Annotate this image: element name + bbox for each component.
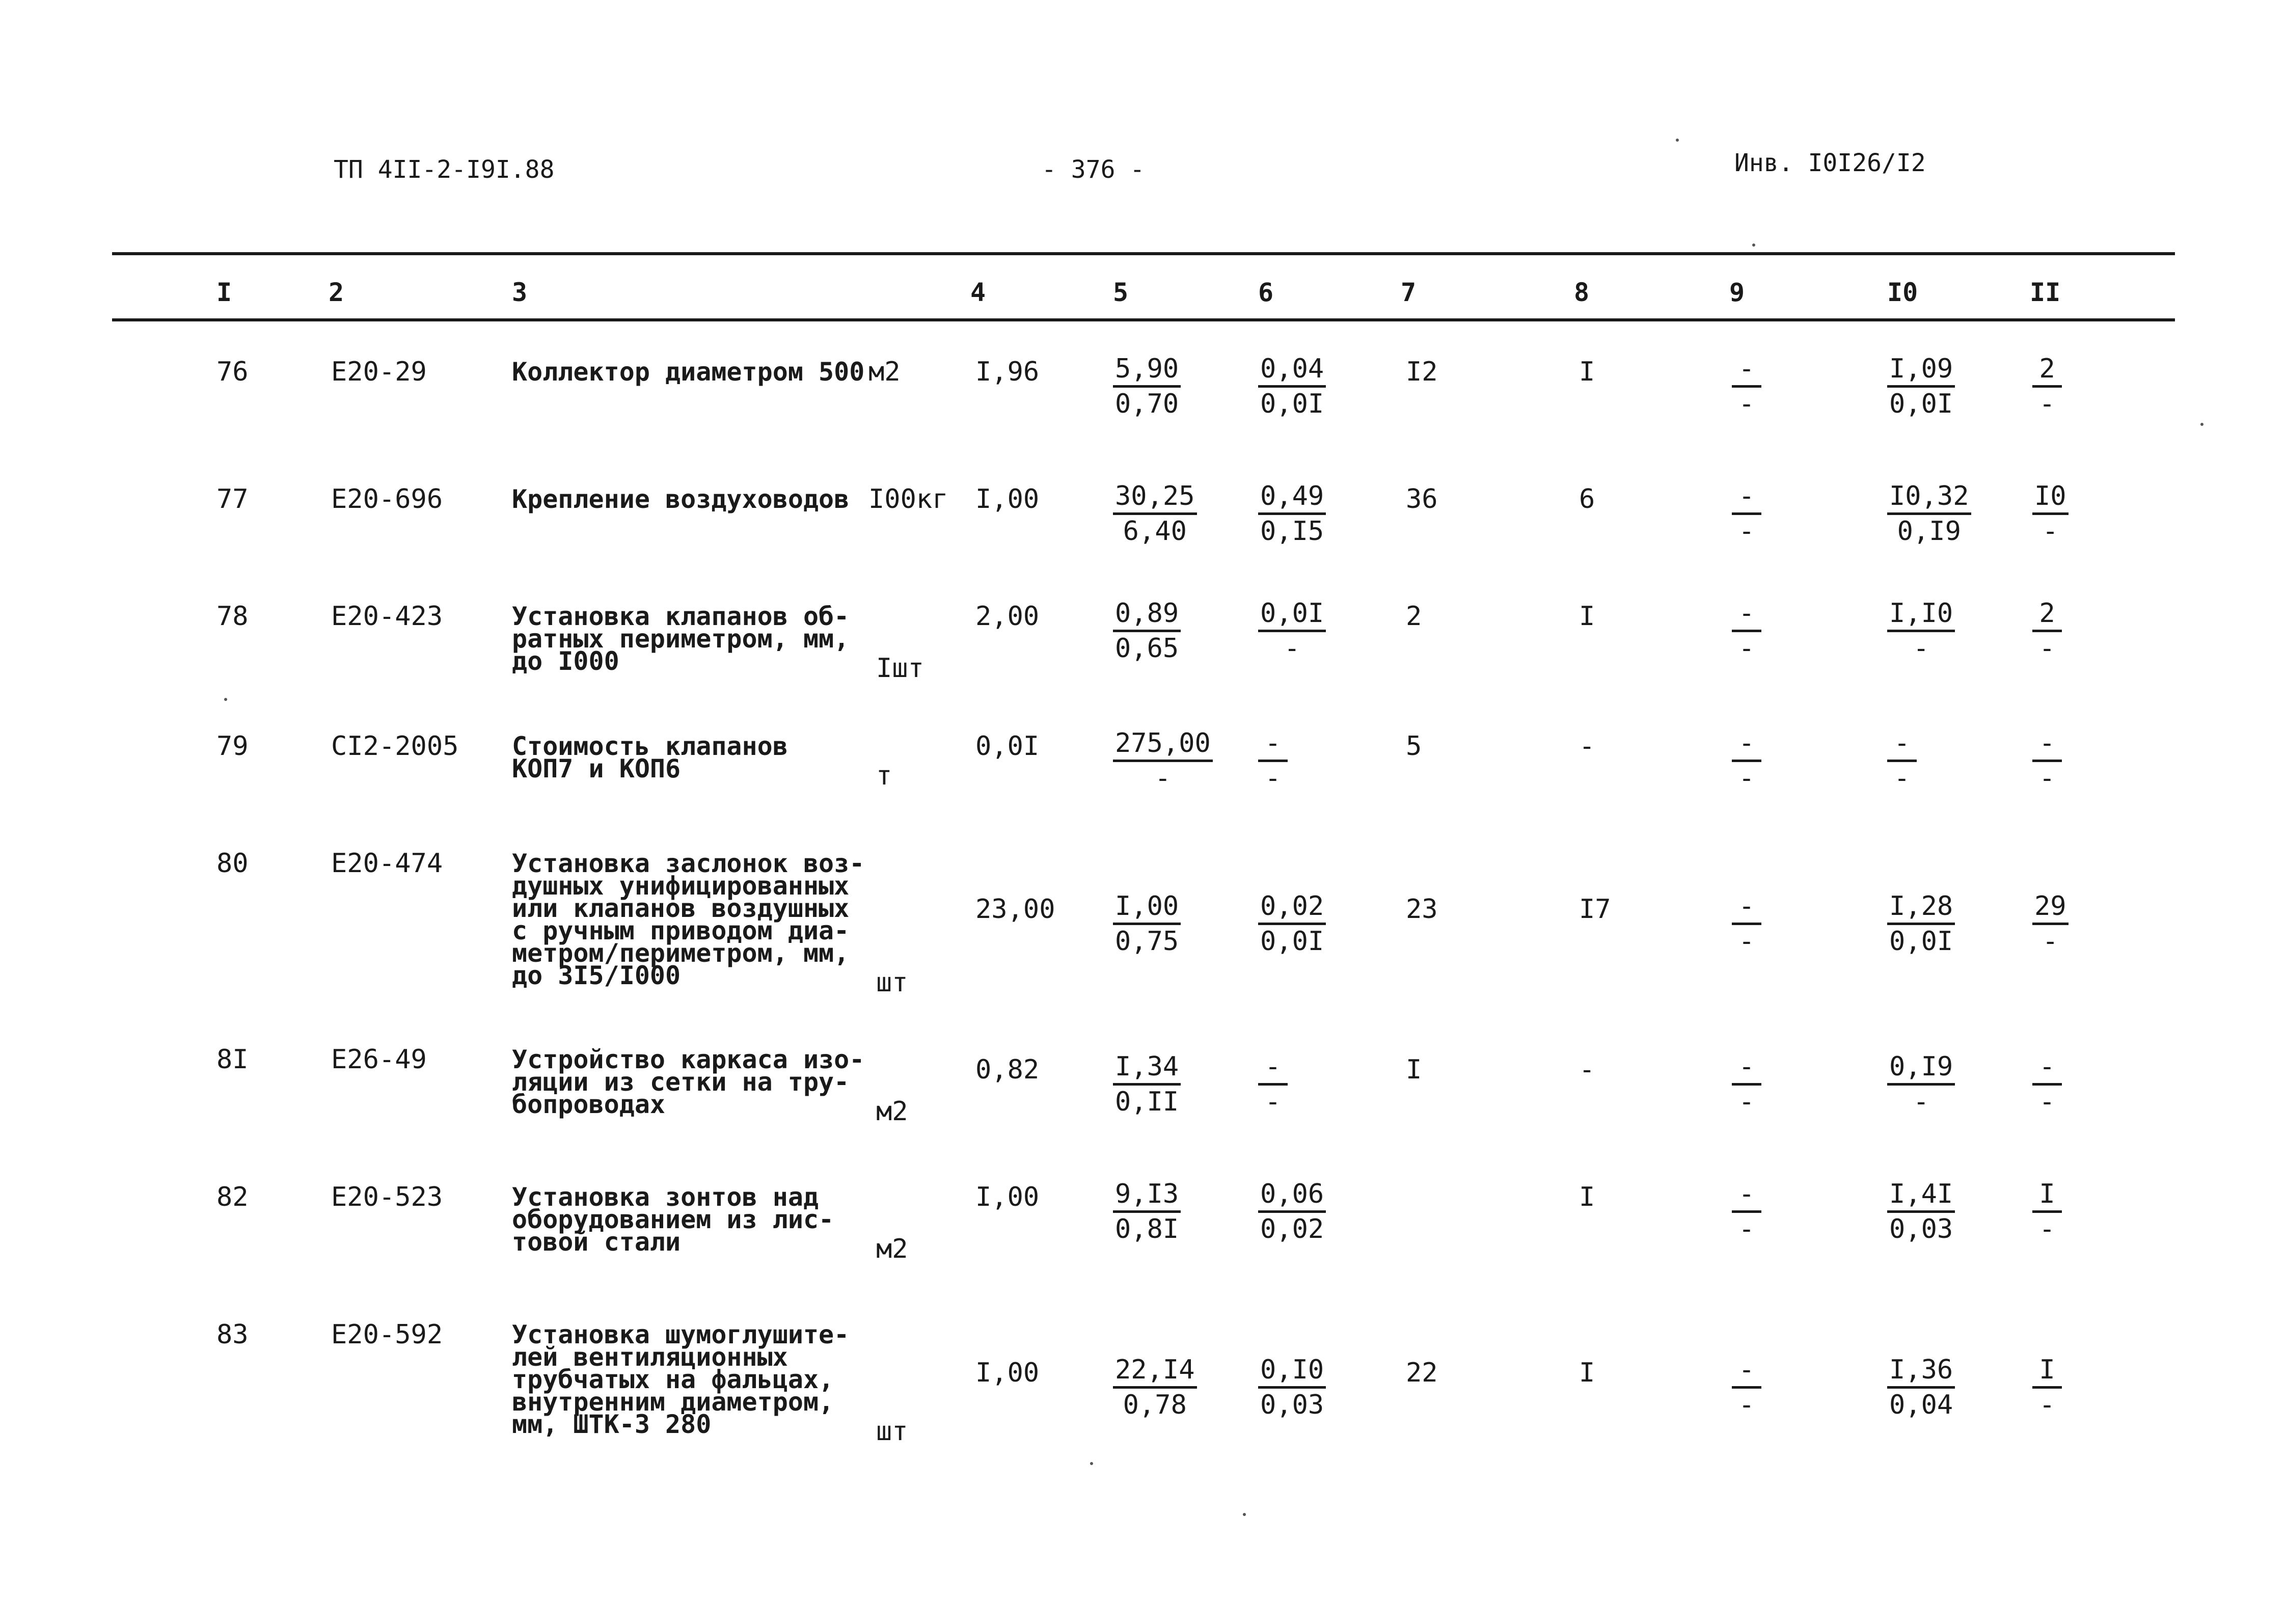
col5-value — [1113, 1178, 1181, 1246]
col6-value — [1258, 890, 1326, 958]
col5-value — [1113, 727, 1213, 795]
row-quantity: 2,00 — [975, 601, 1040, 632]
col5-value — [1113, 597, 1181, 665]
col11-value-numerator: I — [2032, 1178, 2062, 1213]
col5-value-numerator: I,00 — [1113, 890, 1181, 925]
col11-value-denominator: - — [2039, 1214, 2055, 1244]
scan-speck — [1676, 139, 1679, 142]
row-quantity: 0,0I — [975, 731, 1040, 762]
col6-value — [1258, 1354, 1326, 1421]
col10-value — [1887, 480, 1971, 548]
col8-value: I — [1579, 1182, 1595, 1212]
row-code: CI2-2005 — [331, 731, 459, 762]
column-header: 7 — [1401, 278, 1417, 307]
col11-value-denominator: - — [2039, 389, 2055, 419]
col11-value-numerator: 2 — [2032, 597, 2062, 632]
row-description: Установка шумоглушите- лей вентиляционных трубчатых на фальцах, внутренним диаметром, мм, ШТК-3 280 — [512, 1320, 850, 1439]
col9-value-numerator: - — [1732, 727, 1761, 762]
column-header: I — [216, 278, 232, 307]
col6-value — [1258, 480, 1326, 548]
row-number: 79 — [216, 731, 249, 762]
col10-value — [1887, 1354, 1955, 1421]
col11-value — [2032, 353, 2062, 420]
row-code: E20-523 — [331, 1182, 443, 1212]
col10-value-numerator: I,36 — [1887, 1354, 1955, 1389]
col5-value-denominator: 6,40 — [1123, 516, 1187, 547]
row-unit: м2 — [876, 1234, 908, 1264]
col10-value-denominator: - — [1913, 1087, 1929, 1117]
col10-value-denominator: 0,0I — [1889, 926, 1953, 957]
col10-value-numerator: - — [1887, 727, 1917, 762]
col9-value — [1732, 353, 1761, 420]
col10-value — [1887, 353, 1955, 420]
row-description: Устройство каркаса изо- ляции из сетки на тру- бопроводах — [512, 1045, 865, 1119]
row-quantity: 0,82 — [975, 1054, 1040, 1085]
row-unit: Iшт — [876, 653, 924, 684]
col9-value-denominator: - — [1738, 1214, 1755, 1244]
col5-value-numerator: 22,I4 — [1113, 1354, 1197, 1389]
col7-value: 2 — [1406, 601, 1422, 632]
col5-value — [1113, 353, 1181, 420]
row-code: E20-592 — [331, 1319, 443, 1350]
col5-value-denominator: 0,70 — [1115, 389, 1179, 419]
col11-value-numerator: 2 — [2032, 353, 2062, 388]
col10-value — [1887, 727, 1917, 795]
col10-value — [1887, 890, 1955, 958]
col10-value-numerator: I,09 — [1887, 353, 1955, 388]
column-header: 6 — [1258, 278, 1274, 307]
col10-value — [1887, 1178, 1955, 1246]
col11-value — [2032, 727, 2062, 795]
col10-value — [1887, 597, 1955, 665]
col11-value-denominator: - — [2042, 516, 2058, 547]
col6-value-numerator: 0,I0 — [1258, 1354, 1326, 1389]
document-code: ТП 4II-2-I9I.88 — [334, 155, 555, 184]
row-quantity: I,00 — [975, 484, 1040, 515]
col9-value — [1732, 1354, 1761, 1421]
col7-value: I — [1406, 1054, 1422, 1085]
col10-value-denominator: 0,04 — [1889, 1390, 1953, 1420]
col8-value: I — [1579, 601, 1595, 632]
col9-value-numerator: - — [1732, 353, 1761, 388]
col8-value: I7 — [1579, 894, 1611, 925]
col9-value-denominator: - — [1738, 1390, 1755, 1420]
col10-value-numerator: I,4I — [1887, 1178, 1955, 1213]
col11-value-numerator: I0 — [2032, 480, 2069, 515]
col9-value-denominator: - — [1738, 389, 1755, 419]
row-number: 82 — [216, 1182, 249, 1212]
col6-value-denominator: 0,0I — [1260, 926, 1324, 957]
column-header: 3 — [512, 278, 528, 307]
scan-speck — [224, 698, 227, 701]
col10-value-numerator: I,I0 — [1887, 597, 1955, 632]
row-description: Крепление воздуховодов — [512, 484, 850, 514]
scan-speck — [1090, 1462, 1093, 1465]
col11-value-denominator: - — [2039, 633, 2055, 664]
col9-value-numerator: - — [1732, 1050, 1761, 1086]
col10-value-numerator: 0,I9 — [1887, 1050, 1955, 1086]
col5-value-numerator: 30,25 — [1113, 480, 1197, 515]
col7-value: 22 — [1406, 1358, 1438, 1388]
row-unit: шт — [876, 967, 908, 998]
column-header: II — [2030, 278, 2061, 307]
col5-value-numerator: I,34 — [1113, 1050, 1181, 1086]
column-header: 9 — [1729, 278, 1745, 307]
col5-value — [1113, 1050, 1181, 1118]
row-quantity: 23,00 — [975, 894, 1055, 925]
col9-value — [1732, 727, 1761, 795]
col6-value-numerator: 0,49 — [1258, 480, 1326, 515]
col7-value: 36 — [1406, 484, 1438, 515]
col6-value-numerator: 0,0I — [1258, 597, 1326, 632]
col11-value-numerator: I — [2032, 1354, 2062, 1389]
col10-value-denominator: 0,03 — [1889, 1214, 1953, 1244]
col10-value-numerator: I0,32 — [1887, 480, 1971, 515]
col11-value — [2032, 890, 2069, 958]
row-description: Установка заслонок воз- душных унифицированных или клапанов воздушных с ручным приводом диа- метром/периметром, мм, до 3I5/I000 — [512, 849, 865, 990]
col6-value-denominator: - — [1284, 633, 1300, 664]
row-description: Установка зонтов над оборудованием из лис- товой стали — [512, 1182, 834, 1257]
row-unit: м2 — [868, 357, 901, 387]
row-description: Стоимость клапанов КОП7 и КОП6 — [512, 732, 788, 783]
col11-value-denominator: - — [2039, 763, 2055, 794]
table-header-rule — [112, 318, 2175, 321]
row-number: 77 — [216, 484, 249, 515]
col9-value-denominator: - — [1738, 516, 1755, 547]
row-code: E20-474 — [331, 848, 443, 879]
col9-value — [1732, 1050, 1761, 1118]
row-code: E20-696 — [331, 484, 443, 515]
row-quantity: I,00 — [975, 1182, 1040, 1212]
column-header: 2 — [329, 278, 344, 307]
col9-value-numerator: - — [1732, 1178, 1761, 1213]
col9-value-numerator: - — [1732, 480, 1761, 515]
column-header: 4 — [970, 278, 986, 307]
col8-value: I — [1579, 357, 1595, 387]
col5-value — [1113, 890, 1181, 958]
col6-value-denominator: 0,03 — [1260, 1390, 1324, 1420]
col5-value-denominator: 0,8I — [1115, 1214, 1179, 1244]
column-header: 8 — [1574, 278, 1590, 307]
col9-value-denominator: - — [1738, 763, 1755, 794]
row-number: 76 — [216, 357, 249, 387]
page-number: - 376 - — [1042, 155, 1145, 184]
col11-value — [2032, 597, 2062, 665]
col5-value-numerator: 9,I3 — [1113, 1178, 1181, 1213]
col8-value: - — [1579, 731, 1595, 762]
col11-value-numerator: 29 — [2032, 890, 2069, 925]
col6-value-denominator: - — [1265, 763, 1281, 794]
col6-value-numerator: 0,04 — [1258, 353, 1326, 388]
col6-value-denominator: 0,0I — [1260, 389, 1324, 419]
row-code: E26-49 — [331, 1044, 427, 1075]
col6-value-numerator: - — [1258, 1050, 1288, 1086]
col7-value: 23 — [1406, 894, 1438, 925]
row-number: 80 — [216, 848, 249, 879]
col10-value-denominator: - — [1913, 633, 1929, 664]
col6-value — [1258, 597, 1326, 665]
col5-value-numerator: 5,90 — [1113, 353, 1181, 388]
col5-value — [1113, 480, 1197, 548]
row-number: 78 — [216, 601, 249, 632]
row-unit: шт — [876, 1416, 908, 1447]
col9-value-denominator: - — [1738, 1087, 1755, 1117]
col7-value: 5 — [1406, 731, 1422, 762]
col5-value-denominator: 0,75 — [1115, 926, 1179, 957]
column-header: 5 — [1113, 278, 1129, 307]
col11-value — [2032, 1050, 2062, 1118]
col6-value — [1258, 353, 1326, 420]
col6-value — [1258, 727, 1288, 795]
row-unit: м2 — [876, 1096, 908, 1127]
row-quantity: I,96 — [975, 357, 1040, 387]
col11-value — [2032, 1178, 2062, 1246]
col9-value — [1732, 1178, 1761, 1246]
scan-speck — [1243, 1513, 1246, 1516]
row-number: 8I — [216, 1044, 249, 1075]
row-code: E20-29 — [331, 357, 427, 387]
col5-value-denominator: 0,78 — [1123, 1390, 1187, 1420]
col10-value-denominator: 0,0I — [1889, 389, 1953, 419]
col5-value-numerator: 0,89 — [1113, 597, 1181, 632]
scan-speck — [1752, 243, 1755, 247]
col5-value-denominator: 0,65 — [1115, 633, 1179, 664]
col5-value — [1113, 1354, 1197, 1421]
col6-value — [1258, 1050, 1288, 1118]
col9-value-denominator: - — [1738, 633, 1755, 664]
col6-value-numerator: 0,06 — [1258, 1178, 1326, 1213]
col6-value — [1258, 1178, 1326, 1246]
table-top-rule — [112, 252, 2175, 255]
col5-value-denominator: - — [1155, 763, 1171, 794]
col10-value-denominator: 0,I9 — [1897, 516, 1961, 547]
col8-value: - — [1579, 1054, 1595, 1085]
col5-value-denominator: 0,II — [1115, 1087, 1179, 1117]
inventory-number: Инв. I0I26/I2 — [1734, 149, 1926, 177]
col9-value-numerator: - — [1732, 597, 1761, 632]
col6-value-numerator: 0,02 — [1258, 890, 1326, 925]
col9-value — [1732, 597, 1761, 665]
col6-value-denominator: 0,I5 — [1260, 516, 1324, 547]
col6-value-numerator: - — [1258, 727, 1288, 762]
col11-value-numerator: - — [2032, 1050, 2062, 1086]
row-description: Коллектор диаметром 500 — [512, 357, 865, 387]
col9-value-numerator: - — [1732, 890, 1761, 925]
col11-value-denominator: - — [2039, 1390, 2055, 1420]
col11-value-numerator: - — [2032, 727, 2062, 762]
col10-value-denominator: - — [1894, 763, 1910, 794]
row-quantity: I,00 — [975, 1358, 1040, 1388]
column-header: I0 — [1887, 278, 1918, 307]
col10-value — [1887, 1050, 1955, 1118]
col8-value: I — [1579, 1358, 1595, 1388]
col6-value-denominator: 0,02 — [1260, 1214, 1324, 1244]
col6-value-denominator: - — [1265, 1087, 1281, 1117]
row-description: Установка клапанов об- ратных периметром, мм, до I000 — [512, 602, 850, 676]
col10-value-numerator: I,28 — [1887, 890, 1955, 925]
col9-value — [1732, 480, 1761, 548]
col7-value: I2 — [1406, 357, 1438, 387]
col9-value-numerator: - — [1732, 1354, 1761, 1389]
col11-value — [2032, 480, 2069, 548]
col9-value-denominator: - — [1738, 926, 1755, 957]
row-unit: I00кг — [868, 484, 948, 515]
col11-value — [2032, 1354, 2062, 1421]
scan-speck — [2200, 423, 2203, 426]
row-code: E20-423 — [331, 601, 443, 632]
col8-value: 6 — [1579, 484, 1595, 515]
col9-value — [1732, 890, 1761, 958]
row-unit: т — [876, 761, 892, 791]
row-number: 83 — [216, 1319, 249, 1350]
col11-value-denominator: - — [2042, 926, 2058, 957]
col11-value-denominator: - — [2039, 1087, 2055, 1117]
col5-value-numerator: 275,00 — [1113, 727, 1213, 762]
